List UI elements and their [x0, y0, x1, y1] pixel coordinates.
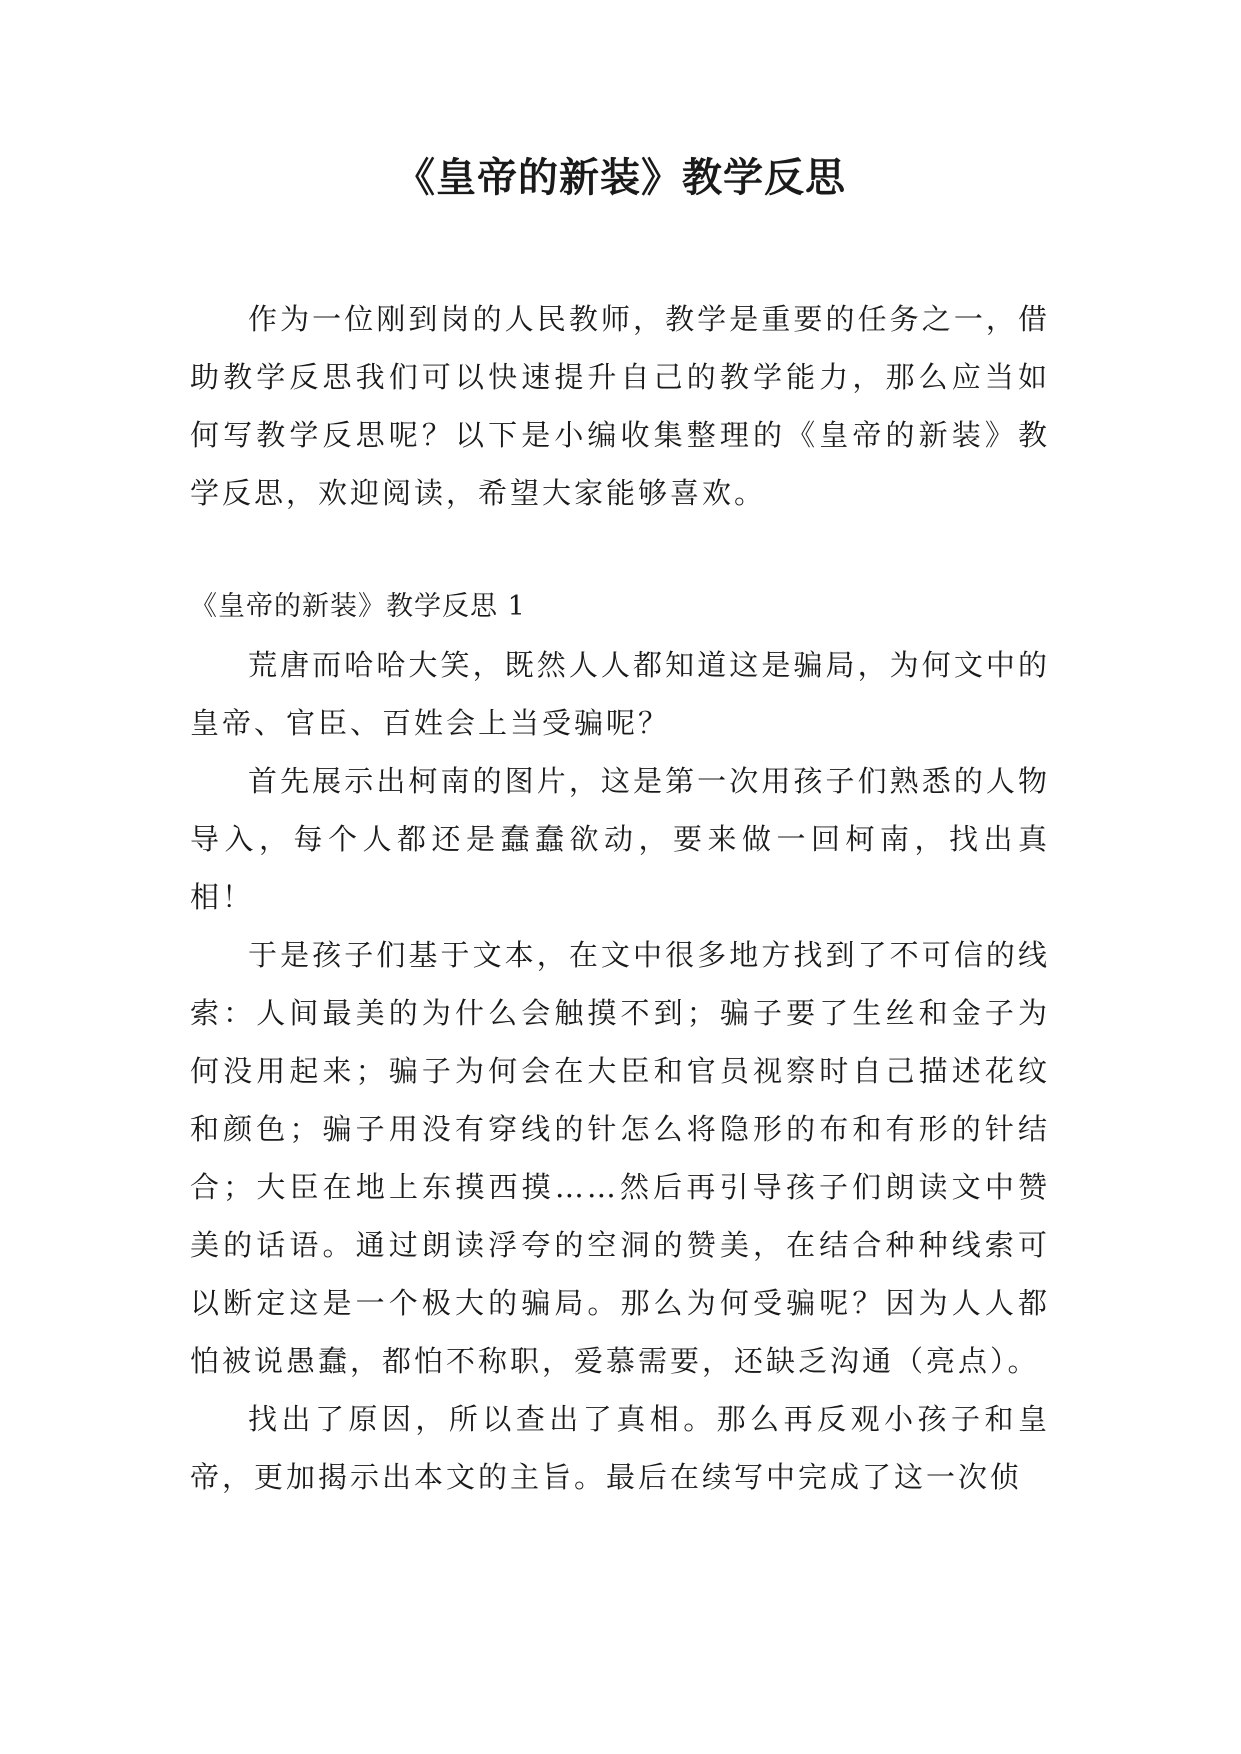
- intro-paragraph: 作为一位刚到岗的人民教师，教学是重要的任务之一，借助教学反思我们可以快速提升自己的教学能力，那么应当如何写教学反思呢？以下是小编收集整理的《皇帝的新装》教学反思，欢迎阅读，希望大家能够喜欢。: [190, 302, 1050, 510]
- document-title: 《皇帝的新装》教学反思: [395, 155, 846, 201]
- body-paragraph: 荒唐而哈哈大笑，既然人人都知道这是骗局，为何文中的皇帝、官臣、百姓会上当受骗呢？: [190, 648, 1050, 740]
- document-body: [190, 290, 1050, 1506]
- body-paragraph: 于是孩子们基于文本，在文中很多地方找到了不可信的线索：人间最美的为什么会触摸不到；骗子要了生丝和金子为何没用起来；骗子为何会在大臣和官员视察时自己描述花纹和颜色；骗子用没有穿线的针怎么将隐形的布和有形的针结合；大臣在地上东摸西摸……然后再引导孩子们朗读文中赞美的话语。通过朗读浮夸的空洞的赞美，在结合种种线索可以断定这是一个极大的骗局。那么为何受骗呢？因为人人都怕被说愚蠢，都怕不称职，爱慕需要，还缺乏沟通（亮点）。: [190, 938, 1050, 1378]
- body-paragraph: 找出了原因，所以查出了真相。那么再反观小孩子和皇帝，更加揭示出本文的主旨。最后在续写中完成了这一次侦: [190, 1402, 1050, 1494]
- section-heading: 《皇帝的新装》教学反思 1: [190, 591, 526, 622]
- body-paragraph: 首先展示出柯南的图片，这是第一次用孩子们熟悉的人物导入，每个人都还是蠢蠢欲动，要来做一回柯南，找出真相！: [190, 764, 1050, 914]
